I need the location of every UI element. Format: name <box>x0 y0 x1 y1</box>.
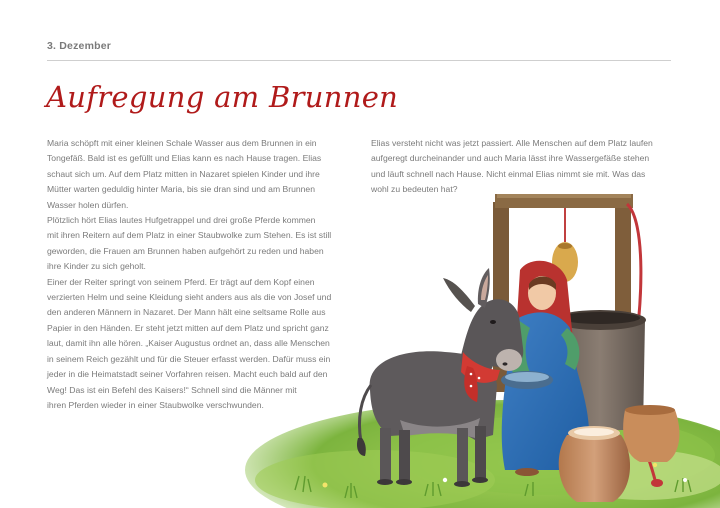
text-line: geworden, die Frauen am Brunnen haben aufgehört zu reden und haben <box>47 245 324 256</box>
text-line: Papier in den Händen. Er steht jetzt mitten auf dem Platz und spricht ganz <box>47 322 329 333</box>
text-line: Einer der Reiter springt von seinem Pferd. Er trägt auf dem Kopf einen <box>47 276 315 287</box>
text-line: in seinem Reich gezählt und für die Steuer erfasst werden. Dafür muss ein <box>47 353 331 364</box>
text-line: aufgeregt durcheinander und auch Maria lässt ihre Wassergefäße stehen <box>371 153 650 164</box>
well-donkey-mary-illustration <box>175 180 720 508</box>
text-line: Weg! Das ist ein Befehl des Kaisers!“ Schnell sind die Männer mit <box>47 384 297 395</box>
text-line: wohl zu bedeuten hat? <box>371 184 458 195</box>
text-line: schaut sich um. Auf dem Platz mitten in Nazaret spielen Kinder und ihre <box>47 168 320 179</box>
page-title: Aufregung am Brunnen <box>46 80 399 114</box>
text-line: und läuft schnell nach Hause. Nicht einmal Elias nimmt sie mit. Was das <box>371 168 646 179</box>
text-line: Elias versteht nicht was jetzt passiert. Alle Menschen auf dem Platz laufen <box>371 138 653 148</box>
text-line: Plötzlich hört Elias lautes Hufgetrappel und drei große Pferde kommen <box>47 215 316 226</box>
text-line: ihren Pferden wieder in einer Staubwolke verschwunden. <box>47 399 264 410</box>
header-divider <box>47 60 671 61</box>
text-line: den anderen Männern in Nazaret. Der Mann hält eine seltsame Rolle aus <box>47 307 326 318</box>
text-line: Wasser holen dürfen. <box>47 199 129 210</box>
text-line: Mütter warten geduldig hinter Maria, bis sie dran sind und am Brunnen <box>47 184 315 195</box>
text-line: mit ihren Reitern auf dem Platz in einer Staubwolke zum Stehen. Es ist still <box>47 230 332 241</box>
section-label: 3. Dezember <box>47 40 112 52</box>
text-line: verzierten Helm und seine Kleidung sieht anders aus als die von Josef und <box>47 292 332 303</box>
text-line: Tongefäß. Bald ist es gefüllt und Elias kann es nach Hause tragen. Elias <box>47 153 322 164</box>
text-line: laut, damit ihn alle hören. „Kaiser Augustus ordnet an, dass alle Menschen <box>47 338 330 349</box>
text-line: Maria schöpft mit einer kleinen Schale Wasser aus dem Brunnen in ein <box>47 138 317 148</box>
text-line: ihre Kinder zu sich geholt. <box>47 261 146 272</box>
text-line: jeder in die Heimatstadt seiner Vorfahren reisen. Macht euch bald auf den <box>47 369 328 380</box>
